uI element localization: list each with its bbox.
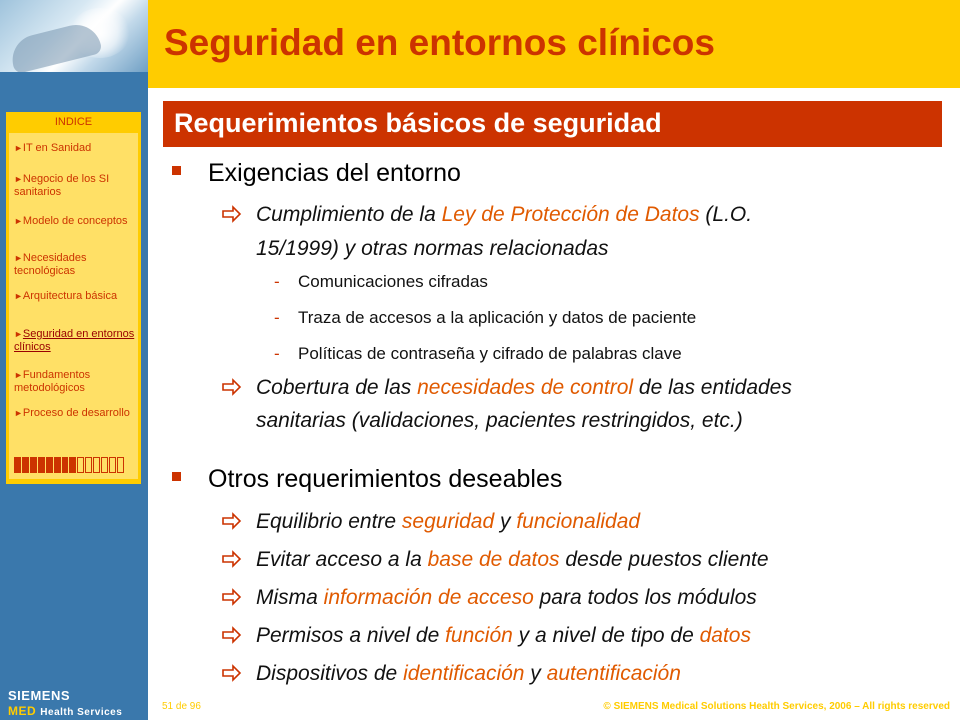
arrow-bullet-icon <box>222 550 242 568</box>
highlight-text: funcionalidad <box>516 510 641 533</box>
dash-bullet: - <box>274 308 280 327</box>
index-item-it-sanidad[interactable]: ►IT en Sanidad <box>14 142 92 154</box>
brand-name: SIEMENS <box>8 688 71 703</box>
progress-segment <box>85 457 92 473</box>
sub-bullet-text <box>256 622 751 650</box>
dash-item-text: Traza de accesos a la aplicación y datos de paciente <box>298 308 697 327</box>
dash-bullet: - <box>274 272 280 291</box>
index-panel <box>6 112 141 484</box>
brand-health-services: Health Services <box>40 707 123 718</box>
index-item-label: IT en Sanidad <box>22 142 92 154</box>
dash-item-text: Políticas de contraseña y cifrado de palabras clave <box>298 344 682 363</box>
progress-segment <box>38 457 45 473</box>
progress-segment <box>54 457 61 473</box>
index-list <box>9 133 138 479</box>
sub-bullet-text: sanitarias (validaciones, pacientes restringidos, etc.) <box>256 409 743 432</box>
highlight-text: datos <box>699 624 751 647</box>
copyright: © SIEMENS Medical Solutions Health Services, 2006 – All rights reserved <box>603 701 950 712</box>
siemens-logo <box>8 688 122 718</box>
progress-segment <box>117 457 124 473</box>
text-run: para todos los módulos <box>533 586 757 609</box>
arrow-bullet-icon <box>222 588 242 606</box>
sub-bullet-text <box>256 374 792 402</box>
sub-bullet-text <box>256 546 769 574</box>
sub-bullet-text <box>256 660 681 688</box>
highlight-text: necesidades de control <box>417 376 634 399</box>
index-item-label: Necesidades tecnológicas <box>14 252 87 277</box>
highlight-text: seguridad <box>401 510 495 533</box>
index-item-label: Negocio de los SI sanitarios <box>14 173 110 198</box>
dash-item-text: Comunicaciones cifradas <box>298 272 488 291</box>
index-item-necesidades[interactable]: ►Necesidades tecnológicas <box>14 252 87 277</box>
text-run: y <box>494 510 517 533</box>
highlight-text: información de acceso <box>323 586 534 609</box>
progress-segment <box>30 457 37 473</box>
header-photo <box>0 0 148 72</box>
square-bullet-icon <box>172 166 181 175</box>
text-run: Cobertura de las <box>256 376 418 399</box>
index-item-seguridad[interactable]: ►Seguridad en entornos clínicos <box>14 328 135 353</box>
index-item-modelo[interactable]: ►Modelo de conceptos <box>14 215 128 227</box>
progress-segment <box>69 457 76 473</box>
progress-segment <box>62 457 69 473</box>
brand-med: MED <box>8 704 37 718</box>
progress-segment <box>77 457 84 473</box>
index-item-negocio[interactable]: ►Negocio de los SI sanitarios <box>14 173 110 198</box>
text-run: y a nivel de tipo de <box>512 624 700 647</box>
square-bullet-icon <box>172 472 181 481</box>
highlight-text: identificación <box>403 662 525 685</box>
arrow-bullet-icon <box>222 664 242 682</box>
arrow-bullet-icon <box>222 205 242 223</box>
index-item-label: Modelo de conceptos <box>22 215 128 227</box>
progress-segment <box>93 457 100 473</box>
text-run: de las entidades <box>633 376 792 399</box>
section-title: Requerimientos básicos de seguridad <box>174 108 662 138</box>
slide-title: Seguridad en entornos clínicos <box>164 22 715 63</box>
text-run: Dispositivos de <box>256 662 404 685</box>
index-item-label: Seguridad en entornos clínicos <box>14 328 135 353</box>
sub-bullet-text <box>256 508 640 536</box>
page-number: 51 de 96 <box>162 701 201 712</box>
text-run: Evitar acceso a la <box>256 548 428 571</box>
index-item-label: Fundamentos metodológicos <box>14 369 91 394</box>
arrow-bullet-icon <box>222 626 242 644</box>
text-run: Cumplimiento de la <box>256 203 442 226</box>
index-item-proceso[interactable]: ►Proceso de desarrollo <box>14 407 130 419</box>
sub-bullet-text <box>256 584 757 612</box>
dash-bullet: - <box>274 344 280 363</box>
text-run: Equilibrio entre <box>256 510 402 533</box>
sub-bullet-text <box>256 201 752 229</box>
index-item-label: Proceso de desarrollo <box>22 407 130 419</box>
hand-silhouette <box>7 20 103 72</box>
progress-segment <box>14 457 21 473</box>
index-item-fundamentos[interactable]: ►Fundamentos metodológicos <box>14 369 91 394</box>
text-run: desde puestos cliente <box>559 548 769 571</box>
progress-segment <box>109 457 116 473</box>
highlight-text: base de datos <box>427 548 560 571</box>
progress-segment <box>101 457 108 473</box>
arrow-bullet-icon <box>222 512 242 530</box>
bullet-text: Exigencias del entorno <box>208 159 461 187</box>
index-title: INDICE <box>54 116 93 128</box>
sub-bullet-text: 15/1999) y otras normas relacionadas <box>256 237 609 260</box>
text-run: Permisos a nivel de <box>256 624 446 647</box>
highlight-text: autentificación <box>546 662 681 685</box>
highlight-text: Ley de Protección de Datos <box>441 203 700 226</box>
text-run: y <box>524 662 547 685</box>
progress-segment <box>46 457 53 473</box>
bullet-text: Otros requerimientos deseables <box>208 465 563 493</box>
text-run: Misma <box>256 586 324 609</box>
text-run: (L.O. <box>699 203 753 226</box>
arrow-bullet-icon <box>222 378 242 396</box>
index-item-arquitectura[interactable]: ►Arquitectura básica <box>14 290 118 302</box>
highlight-text: función <box>445 624 513 647</box>
index-item-label: Arquitectura básica <box>22 290 118 302</box>
index-progress-bar <box>10 454 129 476</box>
progress-segment <box>22 457 29 473</box>
